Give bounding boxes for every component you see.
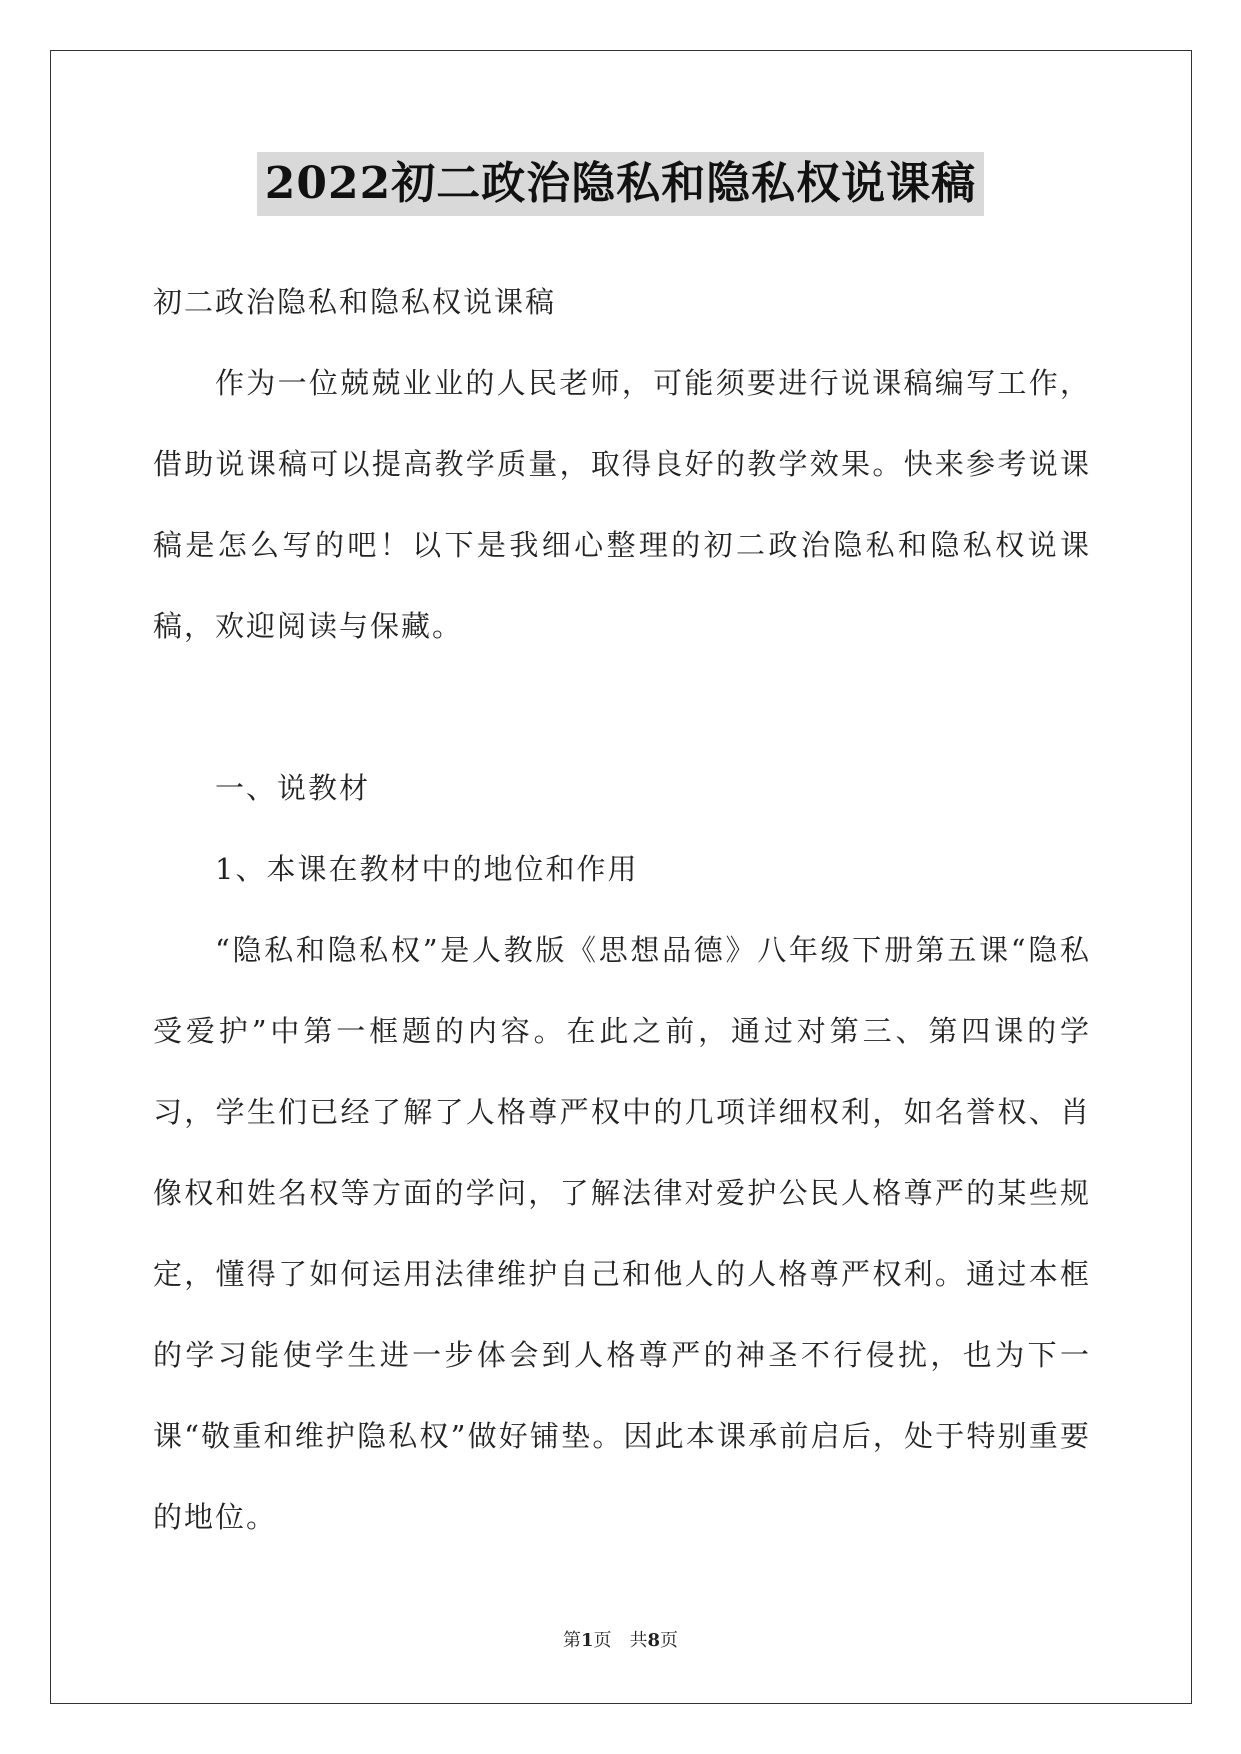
document-title: 2022初二政治隐私和隐私权说课稿 [257,152,984,216]
page-footer [0,1626,1241,1652]
footer-page-total: 8 [647,1630,661,1651]
title-container [0,152,1241,216]
section-heading: 一、说教材 [215,771,371,805]
footer-page-current: 1 [580,1630,594,1651]
subsection-heading: 1、本课在教材中的地位和作用 [215,852,639,886]
body-paragraph: “隐私和隐私权”是人教版《思想品德》八年级下册第五课“隐私受爱护”中第一框题的内容。在此之前，通过对第三、第四课的学习，学生们已经了解了人格尊严权中的几项详细权利，如名誉权、肖像权和姓名权等方面的学问，了解法律对爱护公民人格尊严的某些规定，懂得了如何运用法律维护自己和他人的人格尊严权利。通过本框的学习能使学生进一步体会到人格尊严的神圣不行侵扰，也为下一课“敬重和维护隐私权”做好铺垫。因此本课承前启后，处于特别重要的地位。 [153,933,1091,1534]
document-body [153,262,1091,1558]
document-subtitle: 初二政治隐私和隐私权说课稿 [153,285,557,319]
paragraph-spacer [153,667,1091,748]
footer-mid: 页 共 [593,1630,648,1651]
footer-suffix: 页 [660,1630,679,1651]
footer-prefix: 第 [562,1630,581,1651]
intro-paragraph: 作为一位兢兢业业的人民老师，可能须要进行说课稿编写工作，借助说课稿可以提高教学质量，取得良好的教学效果。快来参考说课稿是怎么写的吧！以下是我细心整理的初二政治隐私和隐私权说课稿，欢迎阅读与保藏。 [153,366,1091,643]
